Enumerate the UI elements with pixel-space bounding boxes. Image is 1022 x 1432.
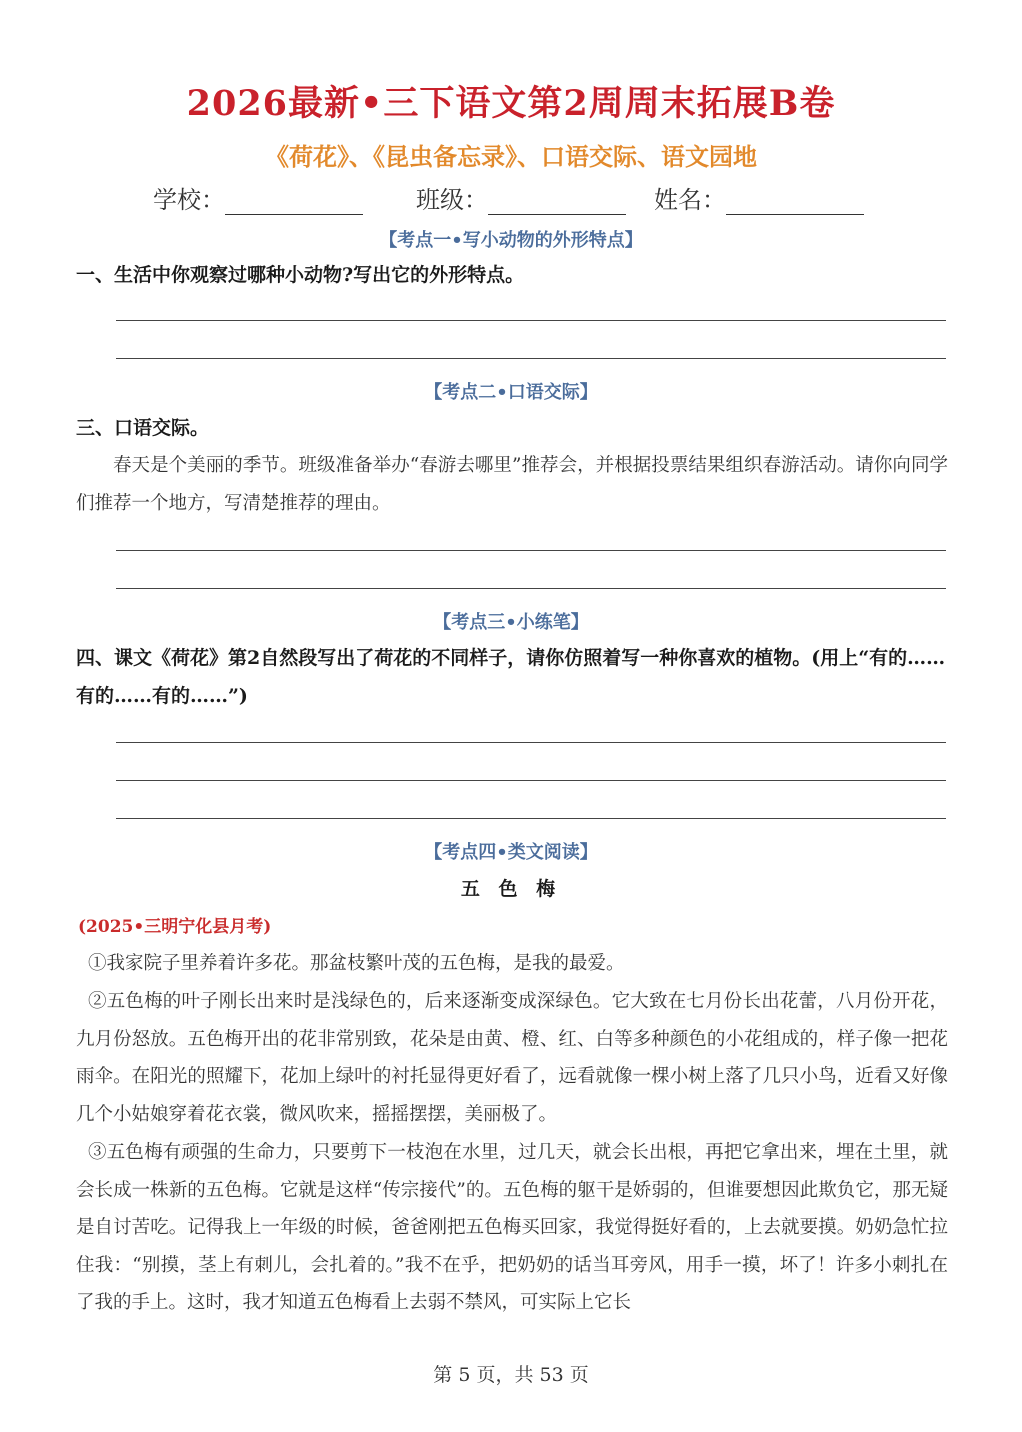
class-field	[416, 180, 626, 215]
answer-line[interactable]	[116, 550, 946, 551]
kaodian-4-heading: 【考点四•类文阅读】	[424, 842, 598, 863]
answer-line[interactable]	[116, 780, 946, 781]
answer-line[interactable]	[116, 358, 946, 359]
answer-line[interactable]	[116, 742, 946, 743]
question-1: 一、生活中你观察过哪种小动物?写出它的外形特点。	[76, 264, 525, 286]
class-blank[interactable]	[488, 188, 626, 215]
kaodian-1-heading: 【考点一•写小动物的外形特点】	[379, 230, 643, 251]
essay-title: 五 色 梅	[460, 878, 562, 900]
essay-paragraph-2: ②五色梅的叶子刚长出来时是浅绿色的，后来逐渐变成深绿色。它大致在七月份长出花蕾，八月份开花，九月份怒放。五色梅开出的花非常别致，花朵是由黄、橙、红、白等多种颜色的小花组成的，样子像一把花雨伞。在阳光的照耀下，花加上绿叶的衬托显得更好看了，远看就像一棵小树上落了几只小鸟，近看又好像几个小姑娘穿着花衣裳，微风吹来，摇摇摆摆，美丽极了。	[76, 991, 948, 1125]
answer-line[interactable]	[116, 588, 946, 589]
kaodian-2-heading: 【考点二•口语交际】	[424, 382, 598, 403]
question-4: 四、课文《荷花》第2自然段写出了荷花的不同样子，请你仿照着写一种你喜欢的植物。(用上“有的……有的……有的……”)	[76, 647, 946, 707]
class-label: 班级：	[416, 186, 488, 214]
school-label: 学校：	[153, 186, 225, 214]
question-3-body: 春天是个美丽的季节。班级准备举办“春游去哪里”推荐会，并根据投票结果组织春游活动。请你向同学们推荐一个地方，写清楚推荐的理由。	[76, 455, 948, 514]
page-subtitle: 《荷花》、《昆虫备忘录》、口语交际、语文园地	[265, 142, 757, 171]
kaodian-3-heading: 【考点三•小练笔】	[433, 612, 589, 633]
page-title: 2026最新•三下语文第2周周末拓展B卷	[186, 83, 836, 124]
name-label: 姓名：	[654, 186, 726, 214]
answer-line[interactable]	[116, 818, 946, 819]
name-blank[interactable]	[726, 188, 864, 215]
answer-line[interactable]	[116, 320, 946, 321]
page-footer: 第 5 页，共 53 页	[433, 1364, 589, 1386]
essay-paragraph-3: ③五色梅有顽强的生命力，只要剪下一枝泡在水里，过几天，就会长出根，再把它拿出来，埋在土里，就会长成一株新的五色梅。它就是这样“传宗接代”的。五色梅的躯干是娇弱的，但谁要想因此欺负它，那无疑是自讨苦吃。记得我上一年级的时候，爸爸刚把五色梅买回家，我觉得挺好看的，上去就要摸。奶奶急忙拉住我：“别摸，茎上有刺儿，会扎着的。”我不在乎，把奶奶的话当耳旁风，用手一摸，坏了！许多小刺扎在了我的手上。这时，我才知道五色梅看上去弱不禁风，可实际上它长	[76, 1142, 948, 1313]
name-field	[654, 180, 864, 215]
question-3: 三、口语交际。	[76, 417, 210, 439]
essay-paragraph-1: ①我家院子里养着许多花。那盆枝繁叶茂的五色梅，是我的最爱。	[88, 953, 625, 974]
essay-source: (2025•三明宁化县月考)	[78, 917, 272, 937]
school-field	[153, 180, 363, 215]
school-blank[interactable]	[225, 188, 363, 215]
